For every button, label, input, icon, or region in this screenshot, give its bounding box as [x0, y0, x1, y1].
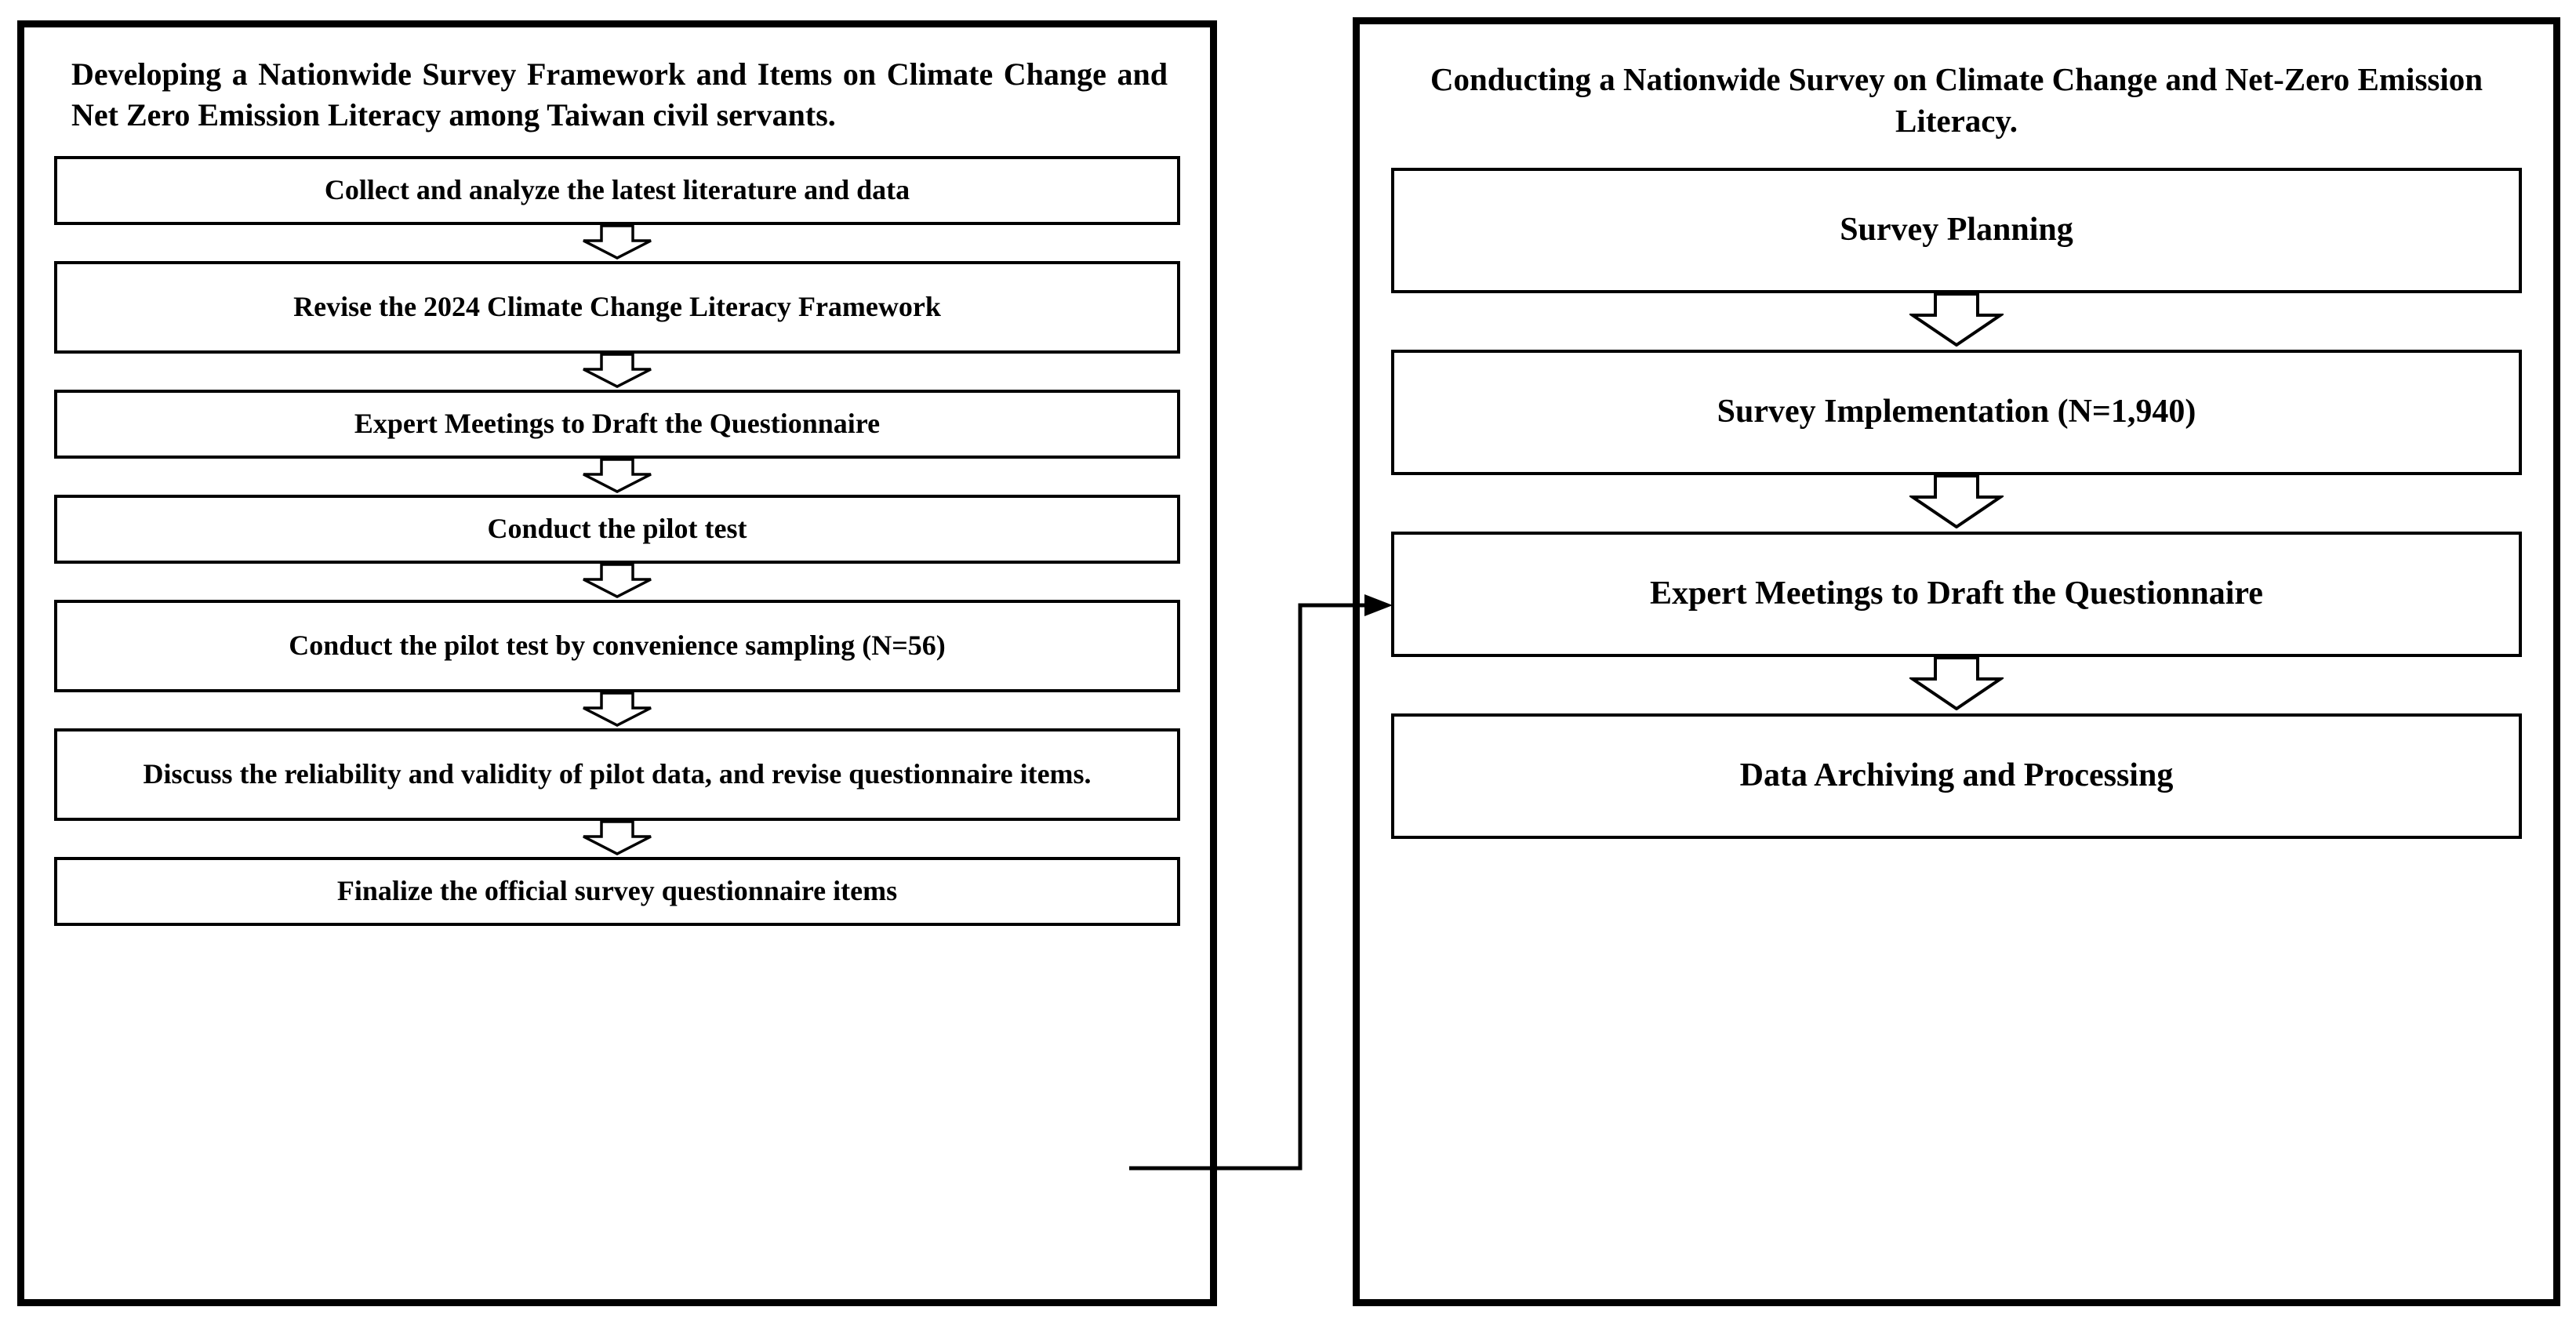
step-label: Survey Implementation (N=1,940) — [1717, 394, 2196, 430]
step-label: Expert Meetings to Draft the Questionnaire — [354, 408, 881, 440]
step-survey-implementation — [1391, 350, 2522, 475]
right-panel — [1353, 17, 2560, 1306]
step-revise-framework — [54, 261, 1180, 354]
step-label: Collect and analyze the latest literature and data — [324, 174, 910, 206]
down-arrow-icon — [581, 459, 653, 493]
flow-connector — [54, 692, 1180, 728]
step-label: Finalize the official survey questionnaire items — [336, 875, 898, 907]
flow-connector — [1391, 657, 2522, 713]
down-arrow-icon — [1909, 293, 2004, 347]
step-pilot-convenience-sampling — [54, 600, 1180, 692]
left-flow — [54, 156, 1180, 926]
flow-connector — [54, 354, 1180, 390]
step-collect-analyze-literature — [54, 156, 1180, 225]
step-expert-meetings-draft-right — [1391, 532, 2522, 657]
flow-connector — [1391, 293, 2522, 350]
down-arrow-icon — [581, 692, 653, 727]
step-label: Expert Meetings to Draft the Questionnaire — [1650, 575, 2263, 612]
step-discuss-reliability-validity — [54, 728, 1180, 821]
step-conduct-pilot-test — [54, 495, 1180, 564]
step-label: Data Archiving and Processing — [1739, 757, 2174, 794]
flow-connector — [54, 225, 1180, 261]
down-arrow-icon — [1909, 657, 2004, 710]
step-label: Conduct the pilot test by convenience sampling (N=56) — [289, 630, 946, 662]
right-flow — [1391, 168, 2522, 839]
left-panel — [17, 20, 1217, 1306]
step-data-archiving-processing — [1391, 713, 2522, 839]
step-label: Conduct the pilot test — [487, 513, 747, 545]
flow-connector — [54, 821, 1180, 857]
step-survey-planning — [1391, 168, 2522, 293]
flow-connector — [1391, 475, 2522, 532]
left-panel-heading: Developing a Nationwide Survey Framework and Items on Climate Change and Net Zero Emission Literacy among Taiwan civil servants. — [71, 56, 1168, 132]
down-arrow-icon — [581, 821, 653, 855]
down-arrow-icon — [581, 354, 653, 388]
step-label: Revise the 2024 Climate Change Literacy Framework — [293, 291, 941, 323]
flow-connector — [54, 564, 1180, 600]
down-arrow-icon — [581, 225, 653, 260]
step-finalize-questionnaire-items — [54, 857, 1180, 926]
down-arrow-icon — [581, 564, 653, 598]
step-label: Survey Planning — [1840, 212, 2073, 249]
down-arrow-icon — [1909, 475, 2004, 528]
step-label: Discuss the reliability and validity of pilot data, and revise questionnaire items. — [143, 758, 1092, 790]
right-panel-heading: Conducting a Nationwide Survey on Climate Change and Net-Zero Emission Literacy. — [1430, 61, 2483, 140]
step-expert-meetings-draft — [54, 390, 1180, 459]
flow-connector — [54, 459, 1180, 495]
